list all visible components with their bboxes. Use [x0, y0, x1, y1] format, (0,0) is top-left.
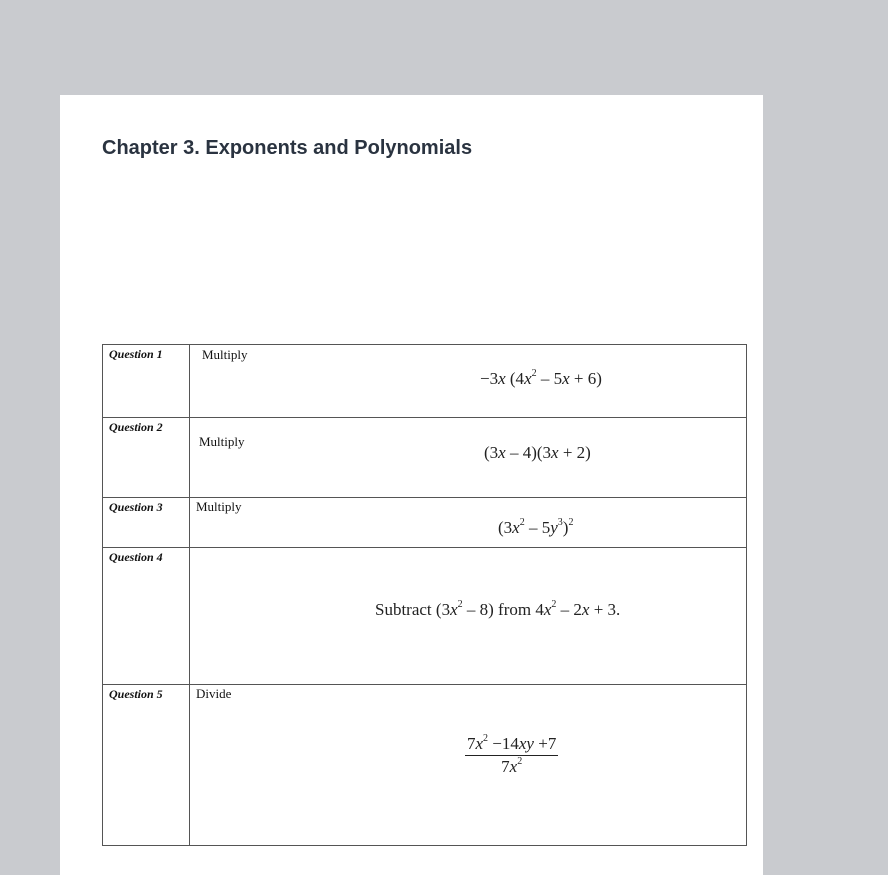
math-expression: $(3x^2 - 5y^3)^2$: [498, 517, 574, 537]
math-expression: −3x $(4x^2 - 5x + 6)$: [480, 368, 602, 388]
question-instruction: Multiply: [199, 434, 245, 449]
table-row: [103, 548, 747, 685]
math-expression: (3x – 4)(3x + 2): [484, 443, 591, 462]
fraction-numerator: $7x^2 -14xy +7$: [465, 734, 558, 756]
question-instruction: Multiply: [202, 347, 248, 362]
question-label-cell: [103, 685, 190, 846]
question-label: Question 4: [109, 550, 163, 564]
question-label: Question 5: [109, 687, 163, 701]
question-content-cell: [190, 498, 747, 548]
document-page: [60, 95, 763, 875]
fraction-expression: [465, 734, 558, 777]
question-label: Question 1: [109, 347, 163, 361]
chapter-title: Chapter 3. Exponents and Polynomials: [102, 137, 473, 159]
question-label: Question 2: [109, 420, 163, 434]
question-content-cell: [190, 548, 747, 685]
question-label-cell: [103, 548, 190, 685]
math-expression: Subtract $(3x^2 - 8)$ from $4x^2 - 2x + 3$.: [375, 599, 621, 619]
question-label-cell: [103, 345, 190, 418]
question-label-cell: [103, 498, 190, 548]
question-instruction: Multiply: [196, 499, 242, 514]
question-content-cell: [190, 345, 747, 418]
question-label: Question 3: [109, 500, 163, 514]
fraction-denominator: $7x^2$: [501, 756, 523, 776]
table-row: [103, 685, 747, 846]
question-content-cell: [190, 418, 747, 498]
questions-table: [102, 344, 747, 846]
table-row: [103, 345, 747, 418]
question-instruction: Divide: [196, 686, 232, 701]
question-content-cell: [190, 685, 747, 846]
table-row: [103, 418, 747, 498]
question-label-cell: [103, 418, 190, 498]
table-row: [103, 498, 747, 548]
